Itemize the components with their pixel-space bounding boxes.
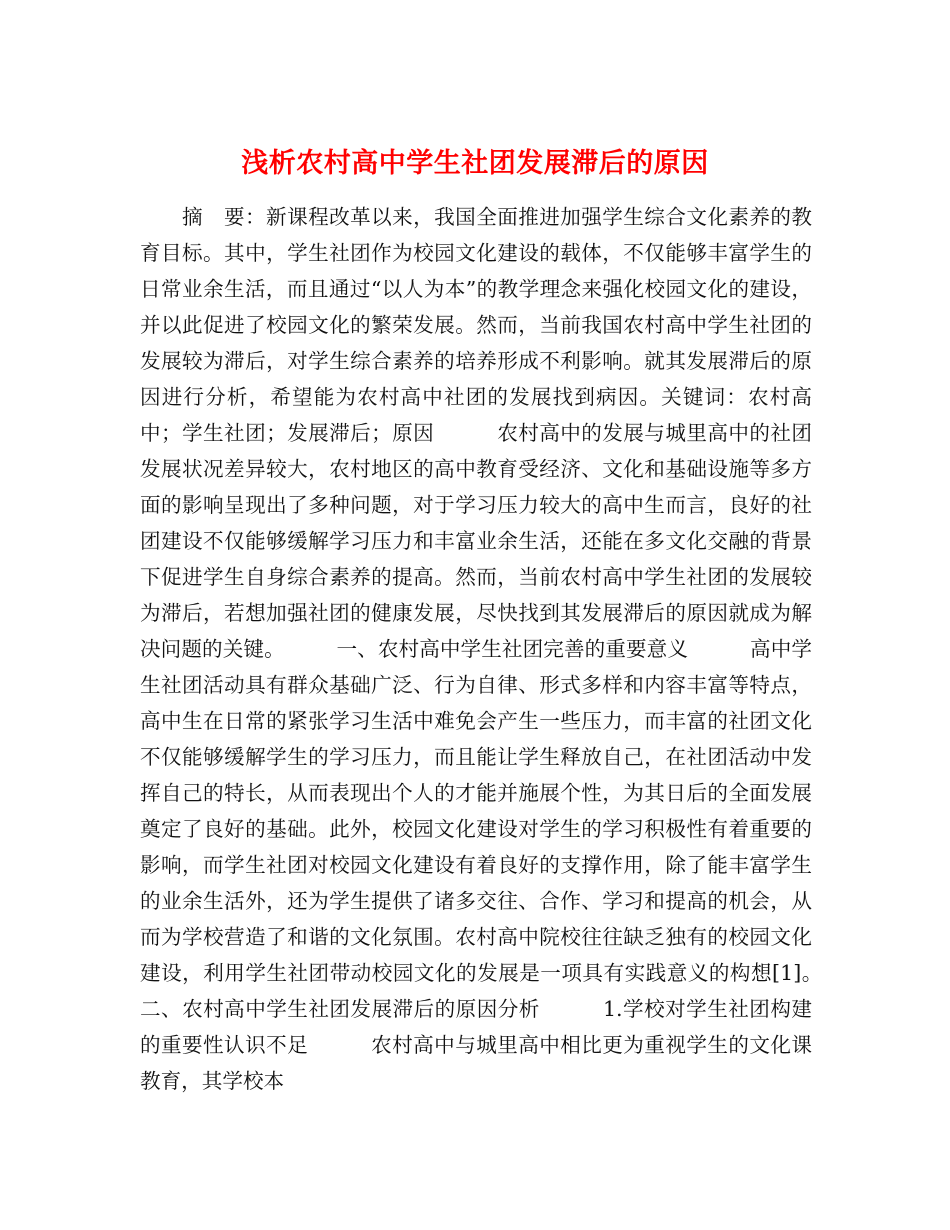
document-body: 摘 要：新课程改革以来，我国全面推进加强学生综合文化素养的教育目标。其中，学生社团作为校园文化建设的载体，不仅能够丰富学生的日常业余生活，而且通过“以人为本”的教学理念来强化校园文化的建设，并以此促进了校园文化的繁荣发展。然而，当前我国农村高中学生社团的发展较为滞后，对学生综合素养的培养形成不利影响。就其发展滞后的原因进行分析，希望能为农村高中社团的发展找到病因。关键词：农村高中；学生社团；发展滞后；原因 农村高中的发展与城里高中的社团发展状况差异较大，农村地区的高中教育受经济、文化和基础设施等多方面的影响呈现出了多种问题，对于学习压力较大的高中生而言，良好的社团建设不仅能够缓解学习压力和丰富业余生活，还能在多文化交融的背景下促进学生自身综合素养的提高。然而，当前农村高中学生社团的发展较为滞后，若想加强社团的健康发展，尽快找到其发展滞后的原因就成为解决问题的关键。 一、农村高中学生社团完善的重要意义 高中学生社团活动具有群众基础广泛、行为自律、形式多样和内容丰富等特点，高中生在日常的紧张学习生活中难免会产生一些压力，而丰富的社团文化不仅能够缓解学生的学习压力，而且能让学生释放自己，在社团活动中发挥自己的特长，从而表现出个人的才能并施展个性，为其日后的全面发展奠定了良好的基础。此外，校园文化建设对学生的学习积极性有着重要的影响，而学生社团对校园文化建设有着良好的支撑作用，除了能丰富学生的业余生活外，还为学生提供了诸多交往、合作、学习和提高的机会，从而为学校营造了和谐的文化氛围。农村高中院校往往缺乏独有的校园文化建设，利用学生社团带动校园文化的发展是一项具有实践意义的构想[1]。 二、农村高中学生社团发展滞后的原因分析 1.学校对学生社团构建的重要性认识不足 农村高中与城里高中相比更为重视学生的文化课教育，其学校本 <box>140 205 874 1093</box>
document-title: 浅析农村高中学生社团发展滞后的原因 <box>241 148 709 180</box>
